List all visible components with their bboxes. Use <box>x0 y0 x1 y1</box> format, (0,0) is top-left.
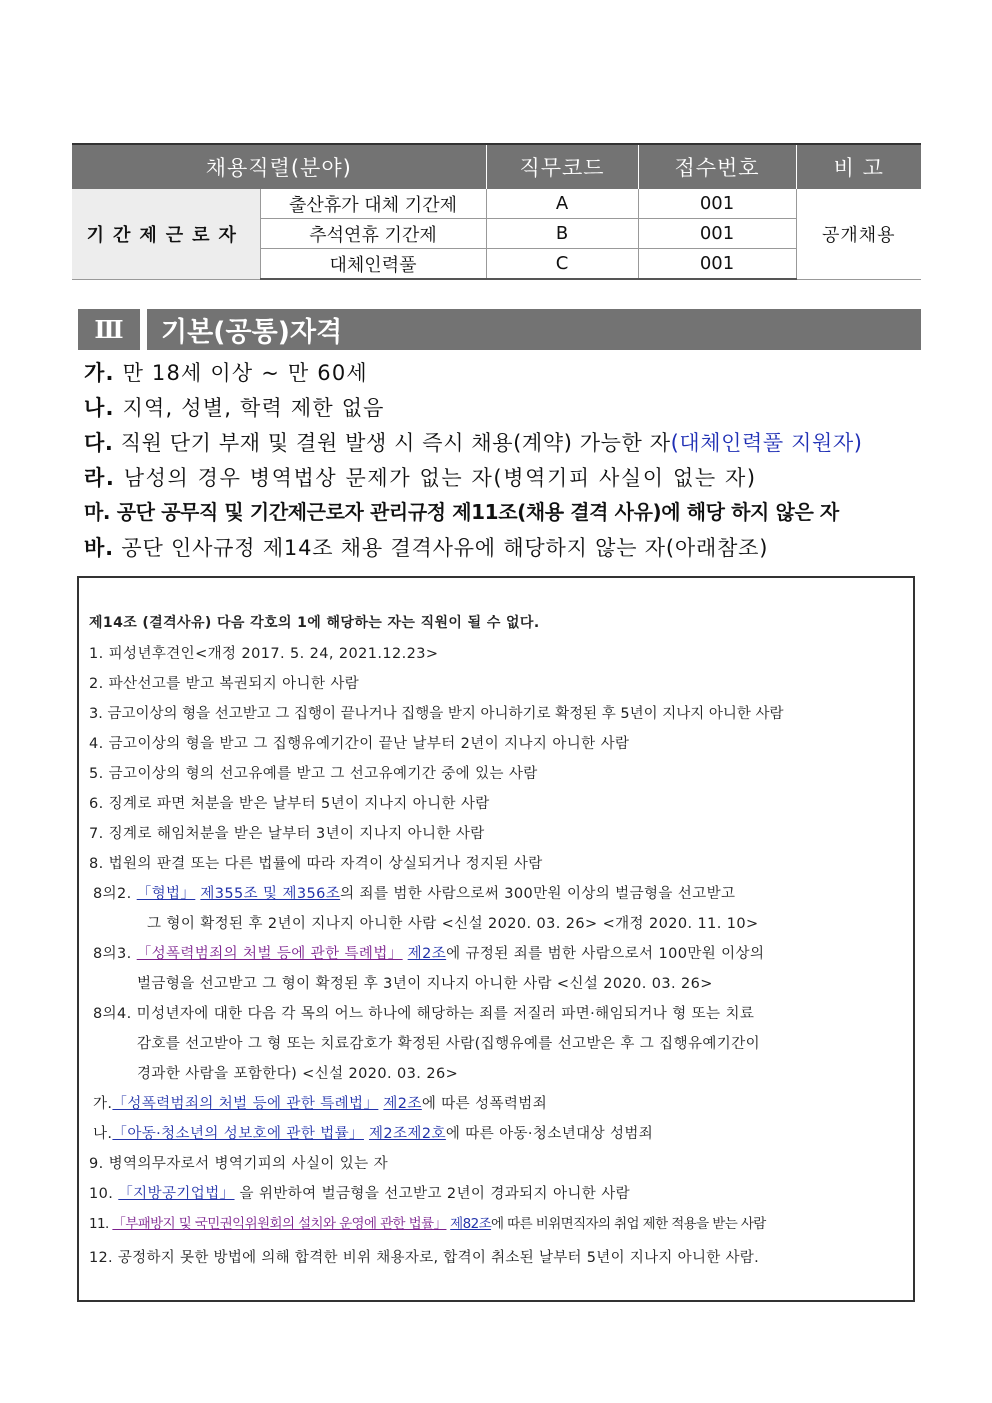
law-link[interactable]: 「성폭력범죄의 처벌 등에 관한 특례법」 <box>136 946 403 962</box>
table-header-row <box>72 144 921 189</box>
item-prefix: 11. <box>89 1216 113 1232</box>
item-highlight: (대체인력풀 지원자) <box>670 431 863 455</box>
article-item: 8. 법원의 판결 또는 다른 법률에 따라 자격이 상실되거나 정지된 사람 <box>89 856 543 872</box>
article-item: 2. 파산선고를 받고 복권되지 아니한 사람 <box>89 676 360 692</box>
item-text: 에 규정된 죄를 범한 사람으로서 100만원 이상의 <box>446 946 765 962</box>
section-title: 기본(공통)자격 <box>147 309 921 350</box>
item-text: 남성의 경우 병역법상 문제가 없는 자(병역기피 사실이 없는 자) <box>123 466 757 490</box>
qualification-item <box>84 357 368 387</box>
article-link[interactable]: 제2조 <box>407 946 447 962</box>
code-cell: B <box>486 219 638 249</box>
table-row <box>72 189 921 219</box>
item-text: 공단 공무직 및 기간제근로자 관리규정 제11조(채용 결격 사유)에 해당 하지 않은 자 <box>116 500 839 524</box>
item-text: 에 따른 성폭력범죄 <box>421 1096 548 1112</box>
law-link[interactable]: 「지방공기업법」 <box>118 1186 235 1202</box>
header-field: 채용직렬(분야) <box>72 144 486 189</box>
job-table <box>72 143 921 280</box>
qualification-item <box>84 462 757 492</box>
item-marker: 가. <box>84 361 115 385</box>
article-item-cont: 경과한 사람을 포함한다) <신설 2020. 03. 26> <box>137 1066 459 1082</box>
article-subitem <box>93 1122 653 1143</box>
item-prefix: 8의3. <box>93 946 137 962</box>
article-item: 6. 징계로 파면 처분을 받은 날부터 5년이 지나지 아니한 사람 <box>89 796 490 812</box>
article-subitem <box>93 1092 547 1113</box>
article-item: 12. 공정하지 못한 방법에 의해 합격한 비위 채용자로, 합격이 취소된 날부터 5년이 지나지 아니한 사람. <box>89 1250 760 1266</box>
code-cell: A <box>486 189 638 219</box>
qualification-item <box>84 496 839 525</box>
qualification-item <box>84 532 768 562</box>
item-prefix: 가. <box>93 1096 113 1112</box>
law-link[interactable]: 「형법」 <box>136 886 196 902</box>
category-cell: 기간제근로자 <box>72 189 260 279</box>
item-text: 에 따른 아동·청소년대상 성범죄 <box>445 1126 654 1142</box>
article-item <box>89 1212 766 1232</box>
number-cell: 001 <box>638 249 796 280</box>
article-item: 5. 금고이상의 형의 선고유예를 받고 그 선고유예기간 중에 있는 사람 <box>89 766 538 782</box>
article-link[interactable]: 제355조 및 제356조 <box>200 886 341 902</box>
note-cell: 공개채용 <box>796 189 921 279</box>
field-cell: 출산휴가 대체 기간제 <box>260 189 486 219</box>
article-item: 9. 병역의무자로서 병역기피의 사실이 있는 자 <box>89 1156 389 1172</box>
item-text: 에 따른 비위면직자의 취업 제한 적용을 받는 사람 <box>491 1216 766 1232</box>
item-prefix: 나. <box>93 1126 113 1142</box>
item-text: 공단 인사규정 제14조 채용 결격사유에 해당하지 않는 자(아래참조) <box>121 536 769 560</box>
law-link[interactable]: 「부패방지 및 국민권익위원회의 설치와 운영에 관한 법률」 <box>112 1216 447 1232</box>
article-item: 8의4. 미성년자에 대한 다음 각 목의 어느 하나에 해당하는 죄를 저질러 파면·해임되거나 형 또는 치료 <box>93 1006 755 1022</box>
article-link[interactable]: 제2조 <box>383 1096 422 1112</box>
article-item-cont: 그 형이 확정된 후 2년이 지나지 아니한 사람 <신설 2020. 03. 26> <개정 2020. 11. 10> <box>147 916 759 932</box>
law-link[interactable]: 「성폭력범죄의 처벌 등에 관한 특례법」 <box>112 1096 379 1112</box>
law-link[interactable]: 「아동·청소년의 성보호에 관한 법률」 <box>112 1126 364 1142</box>
item-text: 만 18세 이상 ~ 만 60세 <box>122 361 368 385</box>
item-marker: 마. <box>84 500 111 524</box>
article-item: 1. 피성년후견인<개정 2017. 5. 24, 2021.12.23> <box>89 646 439 662</box>
article-item-cont: 벌금형을 선고받고 그 형이 확정된 후 3년이 지나지 아니한 사람 <신설 2020. 03. 26> <box>137 976 713 992</box>
header-code: 직무코드 <box>486 144 638 189</box>
number-cell: 001 <box>638 219 796 249</box>
item-marker: 라. <box>84 466 116 490</box>
item-prefix: 10. <box>89 1186 119 1202</box>
article-link[interactable]: 제2조제2호 <box>368 1126 446 1142</box>
article-item: 3. 금고이상의 형을 선고받고 그 집행이 끝나거나 집행을 받지 아니하기로 확정된 후 5년이 지나지 아니한 사람 <box>89 706 784 722</box>
section-number: Ⅲ <box>78 309 140 350</box>
article-link[interactable]: 제82조 <box>450 1216 492 1232</box>
item-prefix: 8의2. <box>93 886 137 902</box>
article-item: 4. 금고이상의 형을 받고 그 집행유예기간이 끝난 날부터 2년이 지나지 아니한 사람 <box>89 736 630 752</box>
item-text: 의 죄를 범한 사람으로써 300만원 이상의 벌금형을 선고받고 <box>340 886 736 902</box>
qualification-item <box>84 427 863 457</box>
field-cell: 추석연휴 기간제 <box>260 219 486 249</box>
article-item <box>93 942 764 963</box>
item-marker: 다. <box>84 431 114 455</box>
item-marker: 바. <box>84 536 114 560</box>
header-number: 접수번호 <box>638 144 796 189</box>
article-item <box>93 882 735 903</box>
article-heading: 제14조 (결격사유) 다음 각호의 1에 해당하는 자는 직원이 될 수 없다. <box>89 615 540 631</box>
header-note: 비 고 <box>796 144 921 189</box>
field-cell: 대체인력풀 <box>260 249 486 280</box>
article-14-box <box>77 576 915 1302</box>
number-cell: 001 <box>638 189 796 219</box>
article-item <box>89 1182 630 1203</box>
article-item-cont: 감호를 선고받아 그 형 또는 치료감호가 확정된 사람(집행유예를 선고받은 후 그 집행유예기간이 <box>137 1036 761 1052</box>
qualification-item <box>84 392 385 422</box>
item-text: 직원 단기 부재 및 결원 발생 시 즉시 채용(계약) 가능한 자 <box>120 431 671 455</box>
item-text: 지역, 성별, 학력 제한 없음 <box>122 396 385 420</box>
article-item: 7. 징계로 해임처분을 받은 날부터 3년이 지나지 아니한 사람 <box>89 826 485 842</box>
code-cell: C <box>486 249 638 280</box>
item-text: 을 위반하여 벌금형을 선고받고 2년이 경과되지 아니한 사람 <box>239 1186 631 1202</box>
item-marker: 나. <box>84 396 115 420</box>
